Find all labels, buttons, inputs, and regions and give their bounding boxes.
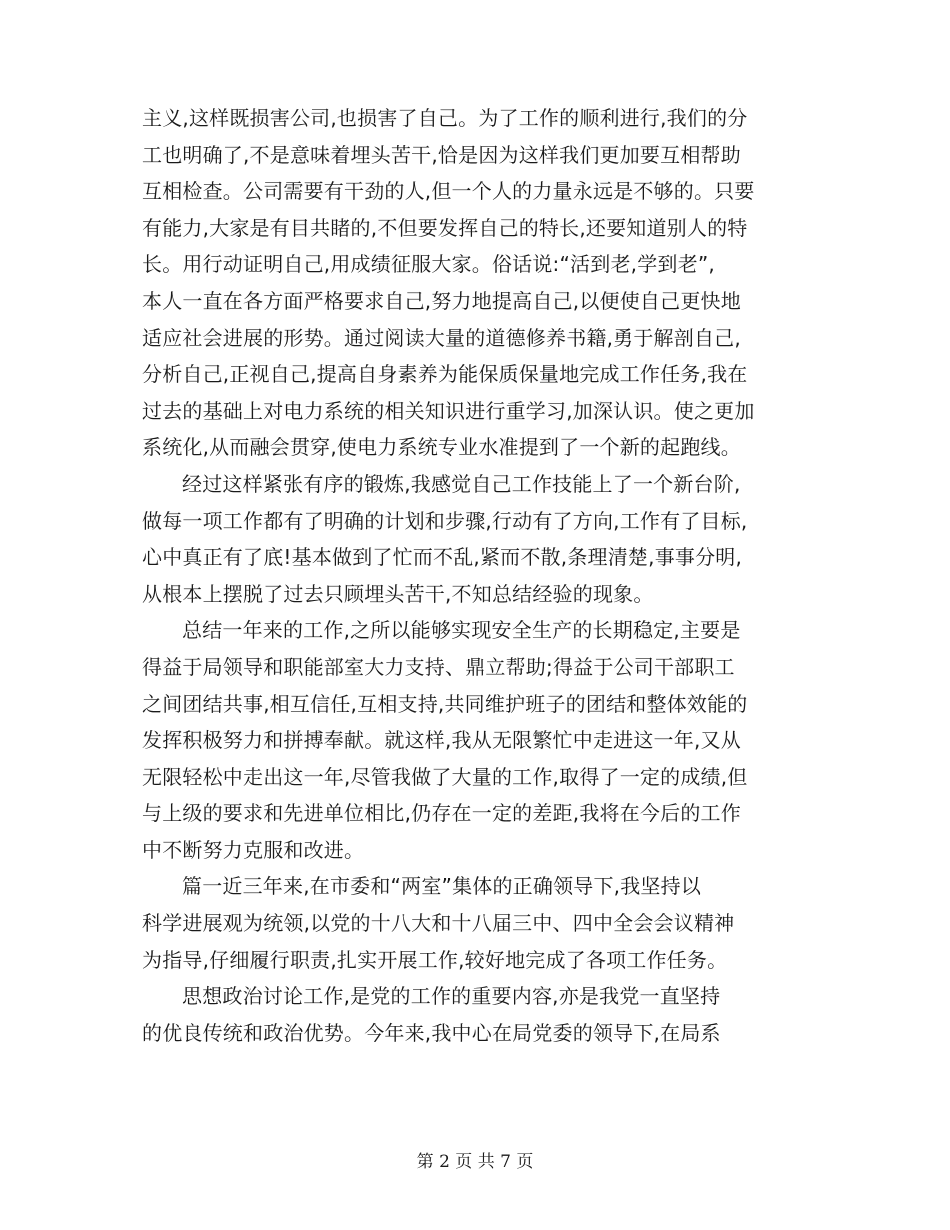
- text-line: 之间团结共事,相互信任,互相支持,共同维护班子的团结和整体效能的: [142, 691, 748, 716]
- paragraph-first-line: 思想政治讨论工作,是党的工作的重要内容,亦是我党一直坚持: [182, 984, 721, 1009]
- text-line: 心中真正有了底!基本做到了忙而不乱,紧而不散,条理清楚,事事分明,: [142, 545, 743, 570]
- text-line: 中不断努力克服和改进。: [142, 837, 365, 862]
- text-line: 过去的基础上对电力系统的相关知识进行重学习,加深认识。使之更加: [142, 398, 755, 423]
- text-line: 长。用行动证明自己,用成绩征服大家。俗话说:“活到老,学到老”,: [142, 252, 715, 277]
- text-line: 为指导,仔细履行职责,扎实开展工作,较好地完成了各项工作任务。: [142, 947, 728, 972]
- text-line: 主义,这样既损害公司,也损害了自己。为了工作的顺利进行,我们的分: [142, 106, 748, 130]
- paragraph-first-line: 总结一年来的工作,之所以能够实现安全生产的长期稳定,主要是: [182, 618, 741, 643]
- text-line: 系统化,从而融会贯穿,使电力系统专业水准提到了一个新的起跑线。: [142, 435, 741, 460]
- text-line: 发挥积极努力和拼搏奉献。就这样,我从无限繁忙中走进这一年,又从: [142, 728, 741, 753]
- text-line: 适应社会进展的形势。通过阅读大量的道德修养书籍,勇于解剖自己,: [142, 325, 741, 350]
- text-line: 无限轻松中走出这一年,尽管我做了大量的工作,取得了一定的成绩,但: [142, 764, 748, 789]
- text-line: 本人一直在各方面严格要求自己,努力地提高自己,以便使自己更快地: [142, 288, 741, 313]
- text-line: 有能力,大家是有目共睹的,不但要发挥自己的特长,还要知道别人的特: [142, 215, 748, 240]
- text-line: 得益于局领导和职能部室大力支持、鼎立帮助;得益于公司干部职工: [142, 654, 735, 679]
- page-number-footer: 第 2 页 共 7 页: [416, 1152, 534, 1172]
- text-line: 工也明确了,不是意味着埋头苦干,恰是因为这样我们更加要互相帮助: [142, 142, 741, 167]
- text-line: 分析自己,正视自己,提高自身素养为能保质保量地完成工作任务,我在: [142, 362, 748, 387]
- text-line: 科学进展观为统领,以党的十八大和十八届三中、四中全会会议精神: [142, 911, 735, 936]
- document-body: [142, 100, 822, 1051]
- text-line: 与上级的要求和先进单位相比,仍存在一定的差距,我将在今后的工作: [142, 801, 741, 826]
- text-line: 从根本上摆脱了过去只顾埋头苦干,不知总结经验的现象。: [142, 581, 654, 606]
- text-line: 的优良传统和政治优势。今年来,我中心在局党委的领导下,在局系: [142, 1020, 721, 1045]
- paragraph-first-line: 篇一近三年来,在市委和“两室”集体的正确领导下,我坚持以: [182, 874, 702, 899]
- paragraph-first-line: 经过这样紧张有序的锻炼,我感觉自己工作技能上了一个新台阶,: [182, 471, 741, 496]
- text-line: 互相检查。公司需要有干劲的人,但一个人的力量永远是不够的。只要: [142, 179, 755, 204]
- text-line: 做每一项工作都有了明确的计划和步骤,行动有了方向,工作有了目标,: [142, 508, 748, 533]
